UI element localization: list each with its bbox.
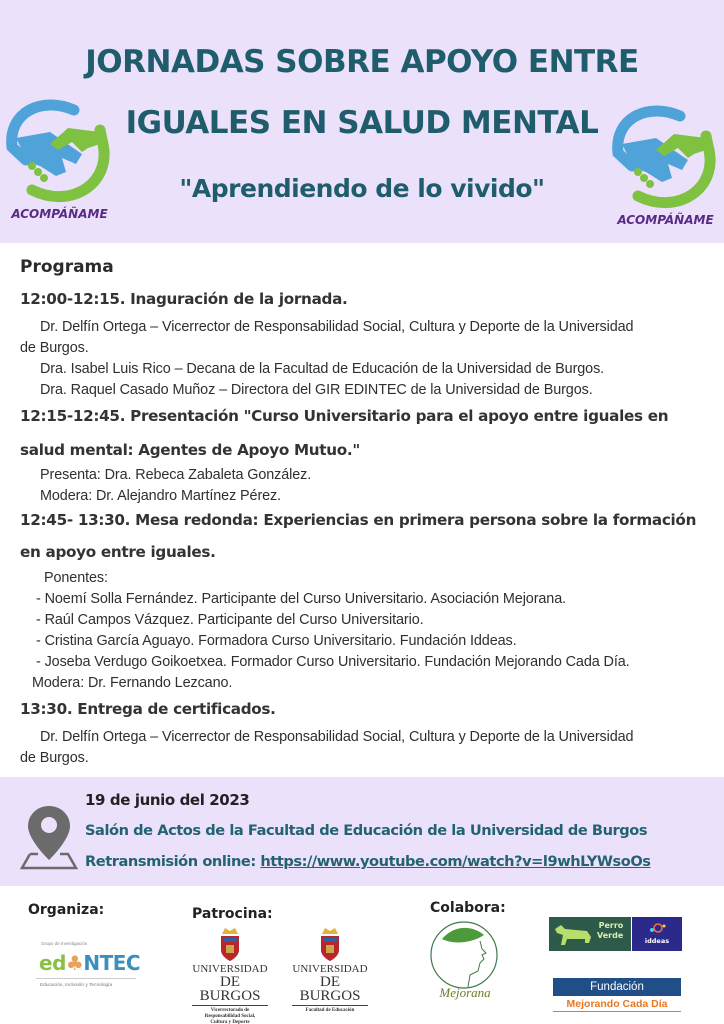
event-venue: Salón de Actos de la Facultad de Educación de la Universidad de Burgos [85,822,648,839]
session-detail: de Burgos. [20,750,89,766]
perro-verde-logo [549,917,631,951]
session-detail: Ponentes: [44,570,108,586]
edintec-top-text: Grupo de Investigación [41,941,88,946]
session-heading: 12:00-12:15. Inaguración de la jornada. [20,290,348,308]
session-detail: de Burgos. [20,340,89,356]
perro-verde-text [597,921,623,941]
divider [36,978,136,979]
ubu-facultad-logo [290,926,370,1024]
session-detail: Dr. Delfín Ortega – Vicerrector de Responsabilidad Social, Cultura y Deporte de la Universidad [40,729,634,745]
iddeas-name: iddeas [644,937,670,945]
session-detail: Modera: Dr. Alejandro Martínez Pérez. [40,488,282,504]
ubu-sub: Vicerrectorado de [210,1008,250,1013]
session-detail: - Raúl Campos Vázquez. Participante del Curso Universitario. [36,612,424,628]
edintec-logo [36,941,141,996]
university-crest-icon [319,926,341,962]
acompaname-logo-right [608,98,723,238]
divider [292,1005,368,1006]
organiza-label: Organiza: [28,902,105,918]
leaf-head-icon [428,919,500,991]
tree-icon: ♣ [65,951,84,975]
session-detail: Dra. Isabel Luis Rico – Decana de la Facultad de Educación de la Universidad de Burgos. [40,361,605,377]
session-heading: en apoyo entre iguales. [20,543,216,561]
session-detail: - Noemí Solla Fernández. Participante del Curso Universitario. Asociación Mejorana. [36,591,567,607]
colabora-label: Colabora: [430,900,506,916]
session-heading: salud mental: Agentes de Apoyo Mutuo." [20,441,360,459]
ubu-sub: Cultura y Deporte [210,1020,250,1024]
ubu-name-2: DE BURGOS [299,974,361,1004]
logo-caption: ACOMPÁÑAME [11,207,108,221]
edintec-brand-ntec: NTEC [83,951,141,975]
session-detail: - Joseba Verdugo Goikoetxea. Formador Curso Universitario. Fundación Mejorando Cada Día. [36,654,630,670]
session-detail: - Cristina García Aguayo. Formadora Curso Universitario. Fundación Iddeas. [36,633,517,649]
subtitle: "Aprendiendo de lo vivido" [179,174,545,203]
stream-line [85,853,651,870]
stream-link[interactable]: https://www.youtube.com/watch?v=l9whLYWsoOs [260,853,651,870]
session-detail: Presenta: Dra. Rebeca Zabaleta González. [40,467,312,483]
fundacion-line-2: Mejorando Cada Día [553,997,681,1012]
session-heading: 12:15-12:45. Presentación "Curso Universitario para el apoyo entre iguales en [20,407,669,425]
edintec-brand-ed: ed [39,951,66,975]
handshake-icon [608,98,723,210]
session-detail: Dr. Delfín Ortega – Vicerrector de Responsabilidad Social, Cultura y Deporte de la Universidad [40,319,634,335]
event-date: 19 de junio del 2023 [85,791,250,809]
fundacion-line-1: Fundación [553,978,681,996]
stream-label: Retransmisión online: [85,853,261,870]
ubu-name-1: UNIVERSIDAD [192,963,268,975]
session-heading: 12:45- 13:30. Mesa redonda: Experiencias en primera persona sobre la formación [20,511,697,529]
session-heading: 13:30. Entrega de certificados. [20,700,276,718]
location-pin-icon [18,802,80,872]
iddeas-dots-icon [632,917,682,937]
title-line-1: JORNADAS SOBRE APOYO ENTRE [85,44,639,80]
perro-verde-line-1: Perro [598,921,624,930]
ubu-vicerrectorado-logo [190,926,270,1024]
mejorana-name: Mejorana [439,985,491,1000]
iddeas-logo [632,917,682,951]
dog-icon [551,917,597,951]
mejorana-logo [428,919,500,1019]
logo-caption: ACOMPÁÑAME [617,213,714,227]
university-crest-icon [219,926,241,962]
ubu-name-1: UNIVERSIDAD [292,963,368,975]
edintec-brand [39,951,140,975]
program-heading: Programa [20,257,114,277]
patrocina-label: Patrocina: [192,906,273,922]
ubu-sub: Facultad de Educación [305,1008,355,1013]
session-detail: Dra. Raquel Casado Muñoz – Directora del GIR EDINTEC de la Universidad de Burgos. [40,382,593,398]
event-info-band [0,777,724,886]
fundacion-mejorando-logo [553,978,681,1014]
divider [192,1005,268,1006]
title-line-2: IGUALES EN SALUD MENTAL [125,105,599,141]
sponsors-footer [0,886,724,1024]
header-banner [0,0,724,243]
program-section [0,243,724,777]
perro-verde-line-2: Verde [597,931,624,940]
ubu-name-2: DE BURGOS [199,974,261,1004]
session-detail: Modera: Dr. Fernando Lezcano. [32,675,233,691]
edintec-bottom-text: Educación, Inclusión y Tecnología [40,983,113,988]
ubu-sub: Responsabilidad Social, [204,1014,256,1019]
